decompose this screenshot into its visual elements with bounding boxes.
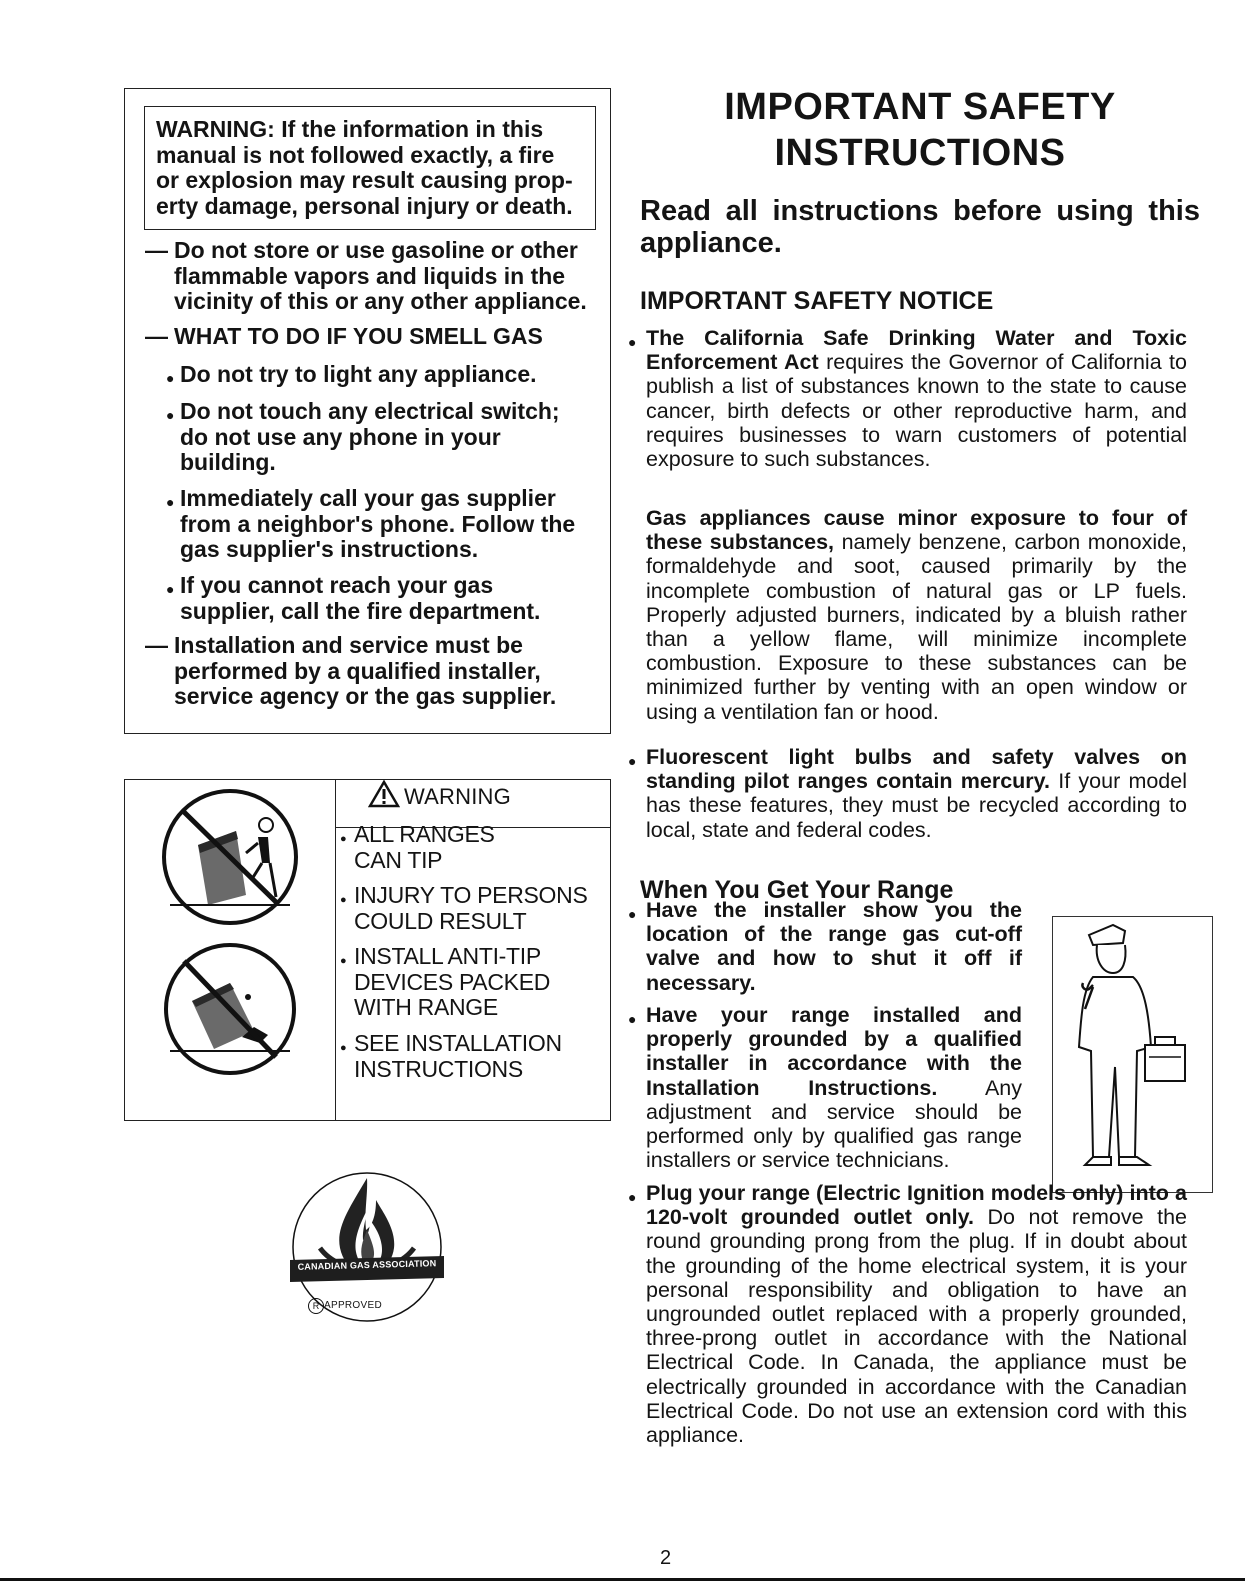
- smell-gas-step-1: [166, 362, 537, 388]
- page-title: [660, 84, 1180, 176]
- tip-line: WITH RANGE: [354, 994, 498, 1020]
- bullet-marker: ●: [340, 833, 347, 845]
- bullet-marker: ●: [166, 370, 175, 386]
- bullet-marker: ●: [628, 1189, 637, 1205]
- smell-gas-heading: WHAT TO DO IF YOU SMELL GAS: [174, 323, 543, 349]
- range-text: Any adjustment and service should be performed only by qualified gas range installers or service technicians.: [646, 1075, 1022, 1173]
- divider: [335, 779, 336, 1121]
- warning-intro-line: WARNING: If the information in this: [156, 116, 544, 142]
- smell-gas-step-2: [166, 399, 560, 476]
- cga-approved-logo: [290, 1170, 444, 1324]
- warning-item-line: flammable vapors and liquids in the: [174, 262, 566, 289]
- bullet-marker: ●: [166, 581, 175, 597]
- notice-bold: The California Safe Drinking Water and Toxic Enforcement Act: [646, 326, 1187, 375]
- warning-intro-line: manual is not followed exactly, a fire: [156, 141, 555, 168]
- notice-text: namely benzene, carbon monoxide, formaldehyde and soot, caused primarily by the incomplete combustion of natural gas or LP fuels. Properly adjusted burners, indicated by a bluish rather than a yellow flame, will minimize incomplete combustion. Exposure to these substances can be minimized further by venting with an open window or using a ventilation fan or hood.: [646, 530, 1187, 724]
- range-bold: Have your range installed and properly grounded by a qualified installer in accordance with the Installation Instructions.: [646, 1003, 1022, 1100]
- step-line: Do not touch any electrical switch;: [180, 398, 560, 424]
- range-plug-outlet: [628, 1181, 1187, 1448]
- tip-line: COULD RESULT: [354, 907, 527, 934]
- bullet-marker: ●: [628, 334, 637, 350]
- bullet-marker: ●: [166, 407, 175, 423]
- bullet-marker: ●: [166, 494, 175, 510]
- tip-item-see-installation: [340, 1031, 562, 1082]
- notice-bold: Gas appliances cause minor exposure to four of these substances,: [646, 506, 1187, 555]
- notice-text: requires the Governor of California to publish a list of substances known to the state to cause cancer, birth defects or other reproductive harm, and requires businesses to warn customers of potential exposure to such substances.: [646, 350, 1187, 472]
- step-line: If you cannot reach your gas: [180, 572, 494, 598]
- step-line: gas supplier's instructions.: [180, 536, 479, 562]
- installer-with-toolbox-icon: [1053, 917, 1212, 1192]
- bullet-marker: ●: [340, 894, 347, 906]
- tip-line: INSTRUCTIONS: [354, 1055, 523, 1082]
- dash-marker: —: [145, 237, 168, 263]
- step-line: Do not try to light any appliance.: [180, 361, 537, 387]
- registered-mark: R: [308, 1298, 324, 1314]
- section-heading-get-range: When You Get Your Range: [640, 876, 954, 904]
- warning-item-line: service agency or the gas supplier.: [174, 683, 557, 709]
- warning-intro: [144, 106, 596, 230]
- tip-line: INSTALL ANTI-TIP: [354, 943, 541, 969]
- warning-intro-line: erty damage, personal injury or death.: [156, 192, 573, 219]
- step-line: building.: [180, 449, 276, 475]
- tip-line: DEVICES PACKED: [354, 968, 551, 995]
- notice-bold: Fluorescent light bulbs and safety valves on standing pilot ranges contain mercury.: [646, 745, 1187, 794]
- warning-item-no-gasoline: [145, 238, 587, 315]
- warning-item-line: vicinity of this or any other appliance.: [174, 288, 587, 314]
- range-bold: Have the installer show you the location of the range gas cut-off valve and how to shut it off if necessary.: [646, 898, 1022, 995]
- bullet-marker: ●: [628, 1011, 637, 1027]
- step-line: Immediately call your gas supplier: [180, 485, 556, 511]
- page-number: 2: [660, 1547, 672, 1569]
- notice-text: If your model has these features, they must be recycled according to local, state and federal codes.: [646, 769, 1188, 842]
- dash-marker: —: [145, 323, 168, 349]
- tip-item-anti-tip: [340, 944, 550, 1021]
- installer-illustration: [1052, 916, 1213, 1193]
- warning-item-installation: [145, 633, 556, 710]
- warning-item-line: Do not store or use gasoline or other: [174, 237, 578, 263]
- step-line: from a neighbor's phone. Follow the: [180, 510, 576, 537]
- tip-line: CAN TIP: [354, 846, 443, 873]
- cga-band-text: CANADIAN GAS ASSOCIATION: [297, 1258, 437, 1272]
- warning-intro-line: or explosion may result causing prop-: [156, 167, 573, 193]
- warning-item-smell-gas: [145, 324, 543, 350]
- tip-warning-heading: WARNING: [404, 784, 511, 809]
- smell-gas-step-3: [166, 486, 575, 563]
- scan-edge-rule: [0, 1578, 1245, 1581]
- bullet-marker: ●: [340, 955, 347, 967]
- cga-approved-text: APPROVED: [324, 1300, 382, 1311]
- warning-item-line: performed by a qualified installer,: [174, 657, 541, 684]
- range-grounded-install: [628, 1003, 1022, 1173]
- step-line: supplier, call the fire department.: [180, 597, 541, 624]
- notice-mercury: [628, 745, 1188, 842]
- tip-line: SEE INSTALLATION: [354, 1030, 562, 1056]
- step-line: do not use any phone in your: [180, 423, 501, 450]
- title-line: IMPORTANT SAFETY: [724, 86, 1116, 128]
- range-text: Do not remove the round grounding prong from the plug. If in doubt about the grounding of the home electrical system, it is your personal responsibility and obligation to have an ungrounded outlet replaced with a properly grounded, three-prong outlet in accordance with the National Electrical Code. In Canada, the appliance must be electrically grounded in accordance with the Canadian Electrical Code. Do not use an extension cord with this appliance.: [646, 1205, 1187, 1448]
- dash-marker: —: [145, 632, 168, 658]
- tip-line: ALL RANGES: [354, 821, 495, 847]
- bullet-marker: ●: [628, 906, 637, 922]
- warning-triangle-icon: [368, 780, 400, 808]
- title-line: INSTRUCTIONS: [774, 132, 1066, 174]
- notice-gas-exposure: [646, 506, 1187, 724]
- bullet-marker: ●: [628, 753, 637, 769]
- range-bold: Plug your range (Electric Ignition models only) into a 120-volt grounded outlet only.: [646, 1181, 1187, 1230]
- section-heading-safety-notice: IMPORTANT SAFETY NOTICE: [640, 287, 994, 315]
- range-tipping-prohibited-icon: [150, 787, 310, 927]
- warning-item-line: Installation and service must be: [174, 632, 523, 658]
- notice-prop65: [628, 326, 1187, 472]
- tip-item-all-ranges: [340, 822, 495, 873]
- range-cutoff-valve: [628, 898, 1022, 995]
- tip-line: INJURY TO PERSONS: [354, 882, 588, 908]
- bullet-marker: ●: [340, 1042, 347, 1054]
- range-tip-over-prohibited-icon: [150, 939, 310, 1079]
- tip-item-injury: [340, 883, 588, 934]
- smell-gas-step-4: [166, 573, 540, 624]
- read-all-instructions: Read all instructions before using this appliance.: [640, 195, 1200, 259]
